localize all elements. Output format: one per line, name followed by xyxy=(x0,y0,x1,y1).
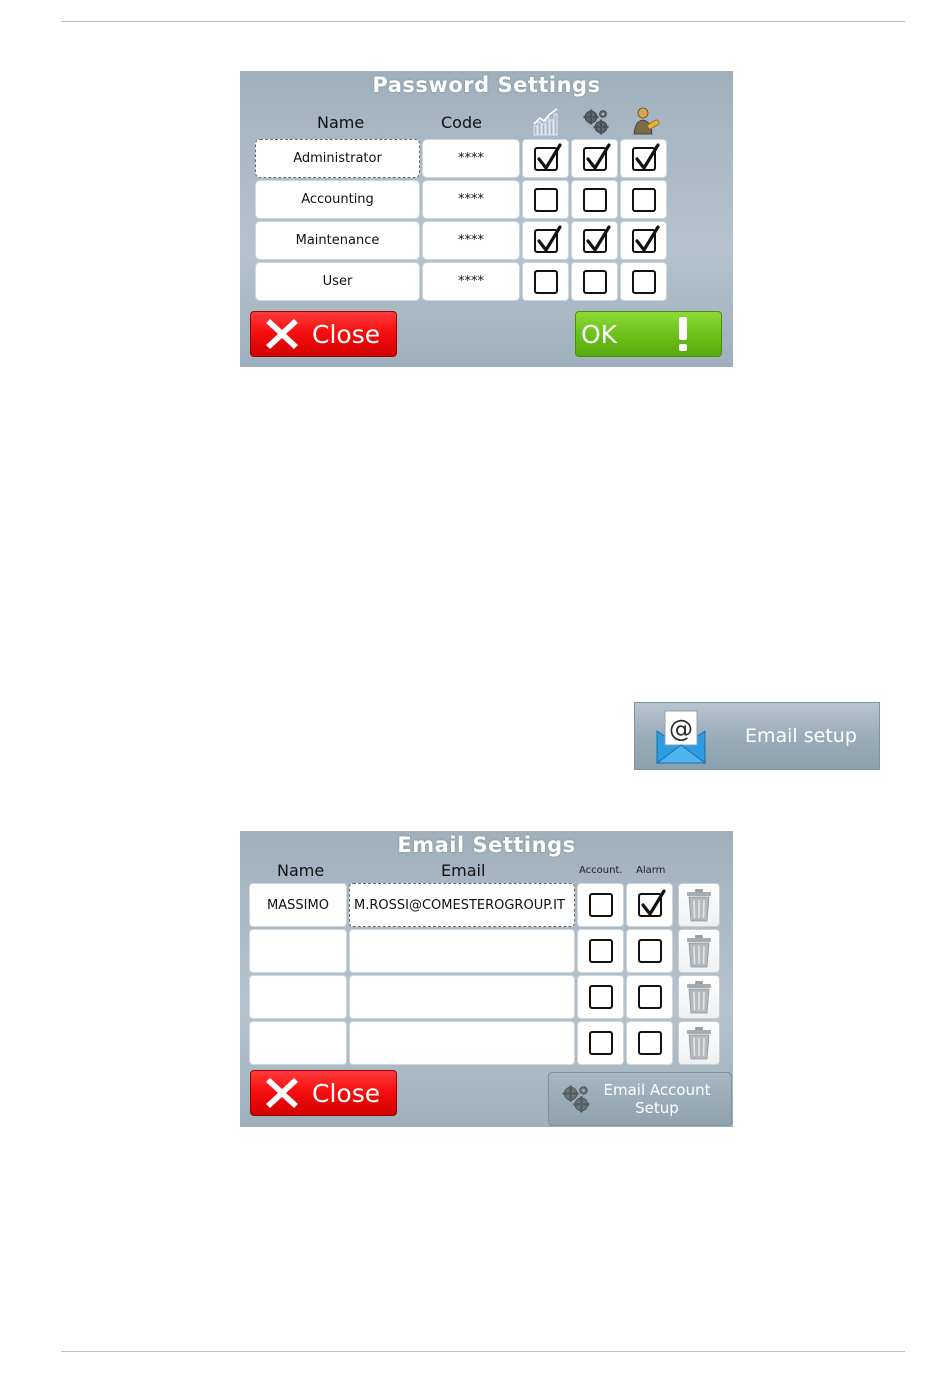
code-column-header: Code xyxy=(441,113,482,132)
trash-icon xyxy=(685,888,713,922)
email-column-header: Email xyxy=(441,861,486,880)
name-column-header: Name xyxy=(317,113,365,132)
user-name-cell[interactable]: Maintenance xyxy=(255,221,420,260)
alarm-notify-cell xyxy=(626,975,673,1019)
checkmark-icon xyxy=(639,889,667,919)
close-icon xyxy=(264,316,300,352)
checkmark-icon xyxy=(535,225,563,255)
chart-permission-cell xyxy=(522,221,569,260)
maintenance-permission-cell xyxy=(620,139,667,178)
account-notify-cell xyxy=(577,929,624,973)
name-column-header: Name xyxy=(277,861,325,880)
chart-permission-checkbox[interactable] xyxy=(534,270,558,294)
alarm-notify-cell xyxy=(626,1021,673,1065)
maintenance-permission-checkbox[interactable] xyxy=(632,188,656,212)
delete-recipient-button[interactable] xyxy=(678,975,720,1019)
maintenance-permission-checkbox[interactable] xyxy=(632,147,656,171)
settings-permission-checkbox[interactable] xyxy=(583,229,607,253)
recipient-name-cell[interactable] xyxy=(249,1021,347,1065)
email-setup-label: Email setup xyxy=(745,725,857,747)
account-column-header: Account. xyxy=(579,865,623,876)
top-rule xyxy=(61,21,905,22)
panel-title: Email Settings xyxy=(397,833,576,857)
settings-permission-cell xyxy=(571,262,618,301)
checkmark-icon xyxy=(584,225,612,255)
email-settings-panel xyxy=(240,831,733,1127)
panel-title: Password Settings xyxy=(372,73,601,97)
trash-icon xyxy=(685,980,713,1014)
svg-text:@: @ xyxy=(669,715,693,743)
maintenance-permission-cell xyxy=(620,262,667,301)
exclamation-icon xyxy=(677,316,689,352)
chart-permission-cell xyxy=(522,139,569,178)
account-notify-cell xyxy=(577,975,624,1019)
delete-recipient-button[interactable] xyxy=(678,929,720,973)
close-icon xyxy=(264,1075,300,1111)
user-code-cell[interactable]: **** xyxy=(422,221,520,260)
recipient-email-cell[interactable] xyxy=(349,1021,575,1065)
account-notify-cell xyxy=(577,883,624,927)
close-button[interactable] xyxy=(250,311,397,357)
checkmark-icon xyxy=(633,143,661,173)
settings-permission-checkbox[interactable] xyxy=(583,270,607,294)
recipient-name-cell[interactable] xyxy=(249,929,347,973)
email-account-setup-button[interactable] xyxy=(548,1072,732,1126)
user-name-cell[interactable]: Accounting xyxy=(255,180,420,219)
account-setup-line2: Setup xyxy=(635,1099,679,1117)
user-name-cell[interactable]: Administrator xyxy=(255,139,420,178)
gears-icon xyxy=(561,1084,591,1114)
alarm-notify-checkbox[interactable] xyxy=(638,1031,662,1055)
settings-permission-cell xyxy=(571,221,618,260)
password-settings-panel xyxy=(240,71,733,367)
bottom-rule xyxy=(61,1351,905,1352)
user-code-cell[interactable]: **** xyxy=(422,180,520,219)
recipient-email-cell[interactable] xyxy=(349,975,575,1019)
recipient-email-cell[interactable] xyxy=(349,929,575,973)
alarm-column-header: Alarm xyxy=(636,865,666,876)
checkmark-icon xyxy=(584,143,612,173)
chart-icon xyxy=(532,106,562,136)
maintenance-permission-checkbox[interactable] xyxy=(632,229,656,253)
close-label: Close xyxy=(312,319,381,349)
email-setup-button[interactable] xyxy=(634,702,880,770)
settings-permission-checkbox[interactable] xyxy=(583,147,607,171)
alarm-notify-checkbox[interactable] xyxy=(638,985,662,1009)
maintenance-permission-cell xyxy=(620,221,667,260)
gears-icon xyxy=(582,108,610,136)
delete-recipient-button[interactable] xyxy=(678,1021,720,1065)
maintenance-permission-checkbox[interactable] xyxy=(632,270,656,294)
alarm-notify-checkbox[interactable] xyxy=(638,939,662,963)
ok-button[interactable] xyxy=(575,311,722,357)
technician-icon xyxy=(631,105,661,135)
alarm-notify-cell xyxy=(626,929,673,973)
recipient-name-cell[interactable]: MASSIMO xyxy=(249,883,347,927)
recipient-email-cell[interactable]: M.ROSSI@COMESTEROGROUP.IT xyxy=(349,883,575,927)
email-envelope-icon xyxy=(655,707,707,765)
checkmark-icon xyxy=(633,225,661,255)
account-notify-checkbox[interactable] xyxy=(589,1031,613,1055)
chart-permission-checkbox[interactable] xyxy=(534,188,558,212)
chart-permission-checkbox[interactable] xyxy=(534,147,558,171)
settings-permission-cell xyxy=(571,139,618,178)
close-label: Close xyxy=(312,1078,381,1108)
user-code-cell[interactable]: **** xyxy=(422,139,520,178)
trash-icon xyxy=(685,934,713,968)
settings-permission-cell xyxy=(571,180,618,219)
alarm-notify-cell xyxy=(626,883,673,927)
account-notify-checkbox[interactable] xyxy=(589,985,613,1009)
delete-recipient-button[interactable] xyxy=(678,883,720,927)
account-setup-line1: Email Account xyxy=(603,1081,711,1099)
checkmark-icon xyxy=(535,143,563,173)
chart-permission-cell xyxy=(522,180,569,219)
account-notify-cell xyxy=(577,1021,624,1065)
maintenance-permission-cell xyxy=(620,180,667,219)
chart-permission-checkbox[interactable] xyxy=(534,229,558,253)
user-name-cell[interactable]: User xyxy=(255,262,420,301)
alarm-notify-checkbox[interactable] xyxy=(638,893,662,917)
chart-permission-cell xyxy=(522,262,569,301)
account-notify-checkbox[interactable] xyxy=(589,893,613,917)
trash-icon xyxy=(685,1026,713,1060)
close-button[interactable] xyxy=(250,1070,397,1116)
user-code-cell[interactable]: **** xyxy=(422,262,520,301)
account-notify-checkbox[interactable] xyxy=(589,939,613,963)
settings-permission-checkbox[interactable] xyxy=(583,188,607,212)
recipient-name-cell[interactable] xyxy=(249,975,347,1019)
ok-label: OK xyxy=(581,319,618,349)
